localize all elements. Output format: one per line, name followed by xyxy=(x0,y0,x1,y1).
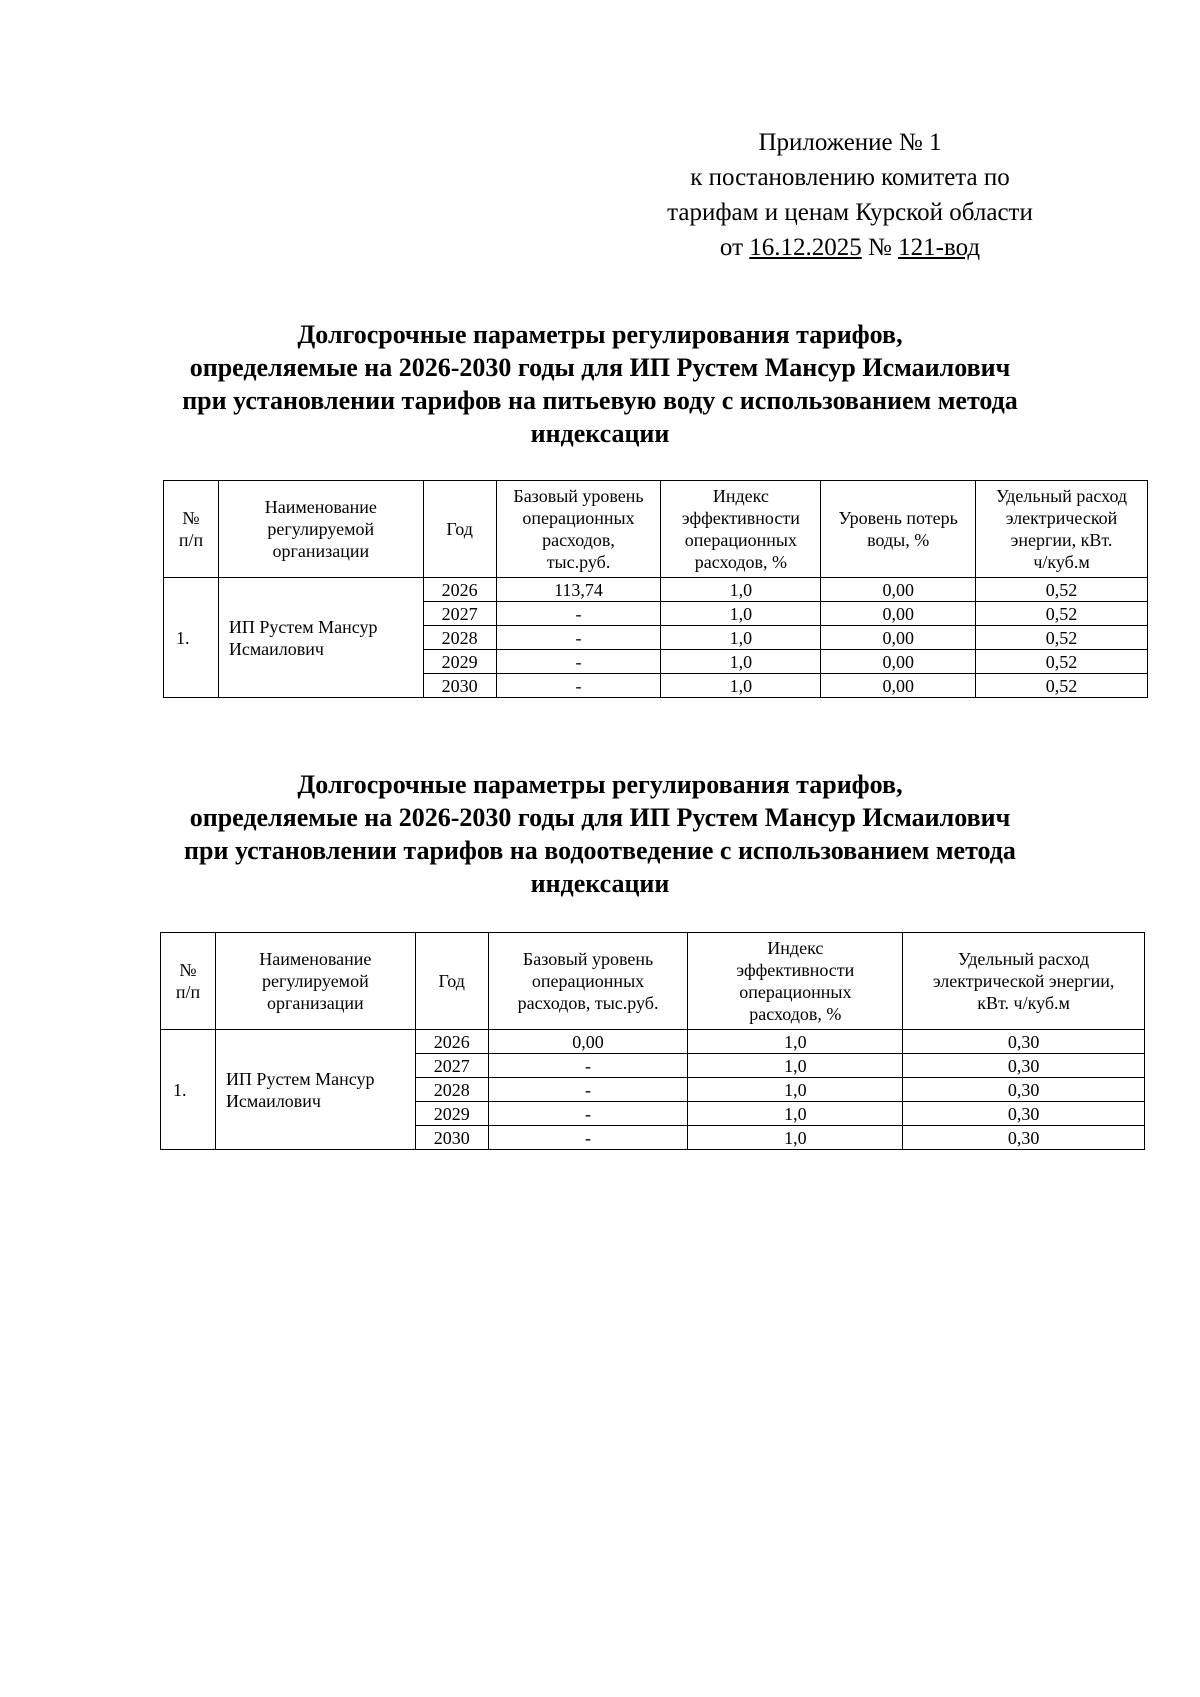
wastewater-parameters-table xyxy=(160,932,1145,1150)
water-loss-cell: 0,00 xyxy=(821,674,976,698)
row-number: 1. xyxy=(164,578,219,698)
efficiency-index-cell: 1,0 xyxy=(688,1102,903,1126)
base-opex-cell: - xyxy=(496,602,661,626)
appendix-line-1: Приложение № 1 xyxy=(758,129,942,156)
resolution-date: 16.12.2025 xyxy=(749,234,862,261)
year-cell: 2030 xyxy=(423,674,496,698)
efficiency-index-cell: 1,0 xyxy=(688,1078,903,1102)
appendix-header xyxy=(600,125,1100,265)
year-cell: 2027 xyxy=(423,602,496,626)
table1-title-line: индексации xyxy=(530,419,670,448)
energy-consumption-cell: 0,52 xyxy=(976,602,1148,626)
number-prefix: № xyxy=(861,234,899,261)
base-opex-cell: - xyxy=(496,674,661,698)
base-opex-cell: - xyxy=(496,626,661,650)
table-header-row xyxy=(164,481,1148,578)
header-base-opex: Базовый уровень операционных расходов, тыс.руб. xyxy=(488,933,688,1030)
efficiency-index-cell: 1,0 xyxy=(661,578,821,602)
header-water-loss: Уровень потерь воды, % xyxy=(821,481,976,578)
year-cell: 2028 xyxy=(423,626,496,650)
date-prefix: от xyxy=(719,234,750,261)
energy-consumption-cell: 0,52 xyxy=(976,674,1148,698)
drinking-water-parameters-table xyxy=(163,480,1148,698)
header-year: Год xyxy=(423,481,496,578)
efficiency-index-cell: 1,0 xyxy=(688,1126,903,1150)
efficiency-index-cell: 1,0 xyxy=(661,650,821,674)
appendix-line-3: тарифам и ценам Курской области xyxy=(667,199,1033,226)
row-number: 1. xyxy=(161,1030,216,1150)
efficiency-index-cell: 1,0 xyxy=(661,674,821,698)
water-loss-cell: 0,00 xyxy=(821,650,976,674)
energy-consumption-cell: 0,52 xyxy=(976,650,1148,674)
table2-title-line: индексации xyxy=(530,869,670,898)
base-opex-cell: - xyxy=(488,1054,688,1078)
appendix-line-2: к постановлению комитета по xyxy=(690,164,1010,191)
efficiency-index-cell: 1,0 xyxy=(688,1030,903,1054)
table1-title xyxy=(150,318,1050,450)
header-organization: Наименование регулируемой организации xyxy=(215,933,415,1030)
table-row xyxy=(161,1030,1145,1054)
table2-title-line: Долгосрочные параметры регулирования тарифов, xyxy=(297,770,903,799)
header-base-opex: Базовый уровень операционных расходов, тыс.руб. xyxy=(496,481,661,578)
efficiency-index-cell: 1,0 xyxy=(688,1054,903,1078)
energy-consumption-cell: 0,30 xyxy=(903,1102,1145,1126)
header-row-number: № п/п xyxy=(164,481,219,578)
table1-title-line: Долгосрочные параметры регулирования тарифов, xyxy=(297,320,903,349)
resolution-number: 121-вод xyxy=(898,234,981,261)
energy-consumption-cell: 0,30 xyxy=(903,1078,1145,1102)
energy-consumption-cell: 0,30 xyxy=(903,1126,1145,1150)
table1-title-line: при установлении тарифов на питьевую воду с использованием метода xyxy=(182,386,1018,415)
table-header-row xyxy=(161,933,1145,1030)
header-organization: Наименование регулируемой организации xyxy=(218,481,423,578)
table2-title-line: при установлении тарифов на водоотведение с использованием метода xyxy=(184,836,1016,865)
header-row-number: № п/п xyxy=(161,933,216,1030)
table1-title-line: определяемые на 2026-2030 годы для ИП Рустем Мансур Исмаилович xyxy=(189,353,1011,382)
table2-title-line: определяемые на 2026-2030 годы для ИП Рустем Мансур Исмаилович xyxy=(189,803,1011,832)
energy-consumption-cell: 0,52 xyxy=(976,578,1148,602)
efficiency-index-cell: 1,0 xyxy=(661,602,821,626)
header-efficiency-index: Индекс эффективности операционных расходов, % xyxy=(661,481,821,578)
water-loss-cell: 0,00 xyxy=(821,578,976,602)
water-loss-cell: 0,00 xyxy=(821,626,976,650)
base-opex-cell: - xyxy=(496,650,661,674)
base-opex-cell: 0,00 xyxy=(488,1030,688,1054)
header-energy-consumption: Удельный расход электрической энергии, кВт. ч/куб.м xyxy=(976,481,1148,578)
energy-consumption-cell: 0,30 xyxy=(903,1054,1145,1078)
year-cell: 2027 xyxy=(415,1054,488,1078)
year-cell: 2026 xyxy=(423,578,496,602)
base-opex-cell: - xyxy=(488,1102,688,1126)
year-cell: 2030 xyxy=(415,1126,488,1150)
water-loss-cell: 0,00 xyxy=(821,602,976,626)
base-opex-cell: 113,74 xyxy=(496,578,661,602)
year-cell: 2028 xyxy=(415,1078,488,1102)
year-cell: 2029 xyxy=(423,650,496,674)
year-cell: 2029 xyxy=(415,1102,488,1126)
base-opex-cell: - xyxy=(488,1126,688,1150)
organization-name: ИП Рустем Мансур Исмаилович xyxy=(218,578,423,698)
table-row xyxy=(164,578,1148,602)
efficiency-index-cell: 1,0 xyxy=(661,626,821,650)
header-year: Год xyxy=(415,933,488,1030)
year-cell: 2026 xyxy=(415,1030,488,1054)
header-efficiency-index: Индекс эффективности операционных расходов, % xyxy=(688,933,903,1030)
table2-title xyxy=(150,768,1050,900)
energy-consumption-cell: 0,52 xyxy=(976,626,1148,650)
energy-consumption-cell: 0,30 xyxy=(903,1030,1145,1054)
appendix-line-4 xyxy=(600,230,1100,265)
organization-name: ИП Рустем Мансур Исмаилович xyxy=(215,1030,415,1150)
base-opex-cell: - xyxy=(488,1078,688,1102)
header-energy-consumption: Удельный расход электрической энергии, кВт. ч/куб.м xyxy=(903,933,1145,1030)
